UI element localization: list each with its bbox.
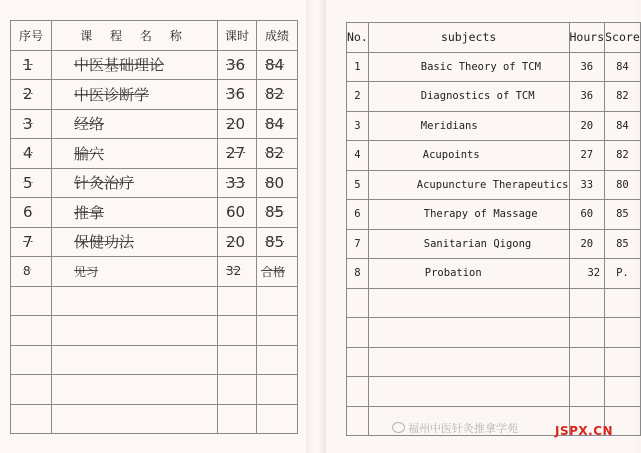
row-score: 80 (605, 170, 641, 200)
table-row (347, 170, 641, 200)
row-score: 80 (257, 168, 298, 198)
row-subject: Basic Theory of TCM (368, 52, 569, 82)
row-no: 7 (347, 229, 369, 259)
row-no: 8 (11, 257, 52, 287)
table-row (347, 200, 641, 230)
row-subject: Therapy of Massage (368, 200, 569, 230)
table-header-row (11, 21, 298, 51)
row-subject: Acupoints (368, 141, 569, 171)
table-row (347, 52, 641, 82)
table-row (347, 229, 641, 259)
empty-row (11, 286, 298, 316)
row-hours: 36 (569, 82, 605, 112)
table-row (347, 259, 641, 289)
watermark-text (392, 420, 518, 436)
empty-row (347, 347, 641, 377)
row-subject: Probation (368, 259, 569, 289)
row-hours: 33 (569, 170, 605, 200)
row-score: 合格 (257, 257, 298, 287)
row-no: 5 (11, 168, 52, 198)
header-score: 成绩 (257, 21, 298, 51)
row-no: 1 (11, 50, 52, 80)
row-hours: 27 (569, 141, 605, 171)
empty-row (347, 318, 641, 348)
table-row (11, 109, 298, 139)
empty-row (11, 316, 298, 346)
table-row (11, 50, 298, 80)
row-score: 84 (257, 50, 298, 80)
empty-row (11, 345, 298, 375)
row-hours: 20 (218, 109, 257, 139)
row-score: 82 (257, 80, 298, 110)
row-score: P. (605, 259, 641, 289)
wechat-icon (392, 422, 405, 433)
row-course: 见习 (52, 257, 218, 287)
row-no: 3 (11, 109, 52, 139)
table-row (347, 82, 641, 112)
row-hours: 36 (569, 52, 605, 82)
row-subject: Sanitarian Qigong (368, 229, 569, 259)
row-no: 7 (11, 227, 52, 257)
table-row (11, 80, 298, 110)
header-course-name: 课 程 名 称 (52, 21, 218, 51)
table-row (347, 111, 641, 141)
table-row (11, 227, 298, 257)
table-row (347, 141, 641, 171)
header-no: No. (347, 23, 369, 53)
row-score: 85 (605, 229, 641, 259)
empty-row (347, 288, 641, 318)
row-score: 82 (605, 82, 641, 112)
row-score: 82 (257, 139, 298, 169)
row-no: 4 (11, 139, 52, 169)
row-subject: Acupuncture Therapeutics (368, 170, 569, 200)
book-fold (306, 0, 326, 453)
row-subject: Diagnostics of TCM (368, 82, 569, 112)
row-no: 8 (347, 259, 369, 289)
row-score: 85 (605, 200, 641, 230)
row-score: 82 (605, 141, 641, 171)
row-hours: 20 (569, 229, 605, 259)
row-no: 3 (347, 111, 369, 141)
header-score: Score (605, 23, 641, 53)
table-row (11, 257, 298, 287)
header-hours: 课时 (218, 21, 257, 51)
row-course: 中医诊断学 (52, 80, 218, 110)
row-course: 经络 (52, 109, 218, 139)
row-course: 腧穴 (52, 139, 218, 169)
row-hours: 20 (569, 111, 605, 141)
row-course: 中医基础理论 (52, 50, 218, 80)
row-subject: Meridians (368, 111, 569, 141)
row-score: 84 (257, 109, 298, 139)
row-no: 6 (347, 200, 369, 230)
header-subjects: subjects (368, 23, 569, 53)
row-score: 85 (257, 198, 298, 228)
table-row (11, 139, 298, 169)
header-hours: Hours (569, 23, 605, 53)
row-hours: 20 (218, 227, 257, 257)
row-no: 4 (347, 141, 369, 171)
row-score: 84 (605, 111, 641, 141)
chinese-course-table (10, 20, 298, 434)
table-header-row (347, 23, 641, 53)
row-hours: 27 (218, 139, 257, 169)
row-hours: 60 (569, 200, 605, 230)
empty-row (11, 375, 298, 405)
row-course: 推拿 (52, 198, 218, 228)
empty-row (347, 377, 641, 407)
row-no: 1 (347, 52, 369, 82)
row-hours: 32 (218, 257, 257, 287)
table-row (11, 198, 298, 228)
row-hours: 36 (218, 80, 257, 110)
watermark-logo: JSPX.CN (555, 424, 614, 438)
row-no: 2 (11, 80, 52, 110)
header-no: 序号 (11, 21, 52, 51)
row-course: 针灸治疗 (52, 168, 218, 198)
row-hours: 60 (218, 198, 257, 228)
watermark-label: 福州中医针灸推拿学苑 (408, 422, 518, 435)
table-row (11, 168, 298, 198)
row-no: 6 (11, 198, 52, 228)
row-no: 2 (347, 82, 369, 112)
row-course: 保健功法 (52, 227, 218, 257)
row-score: 85 (257, 227, 298, 257)
row-score: 84 (605, 52, 641, 82)
row-no: 5 (347, 170, 369, 200)
row-hours: 33 (218, 168, 257, 198)
empty-row (11, 404, 298, 434)
row-hours: 32 (569, 259, 605, 289)
row-hours: 36 (218, 50, 257, 80)
english-course-table (346, 22, 641, 436)
